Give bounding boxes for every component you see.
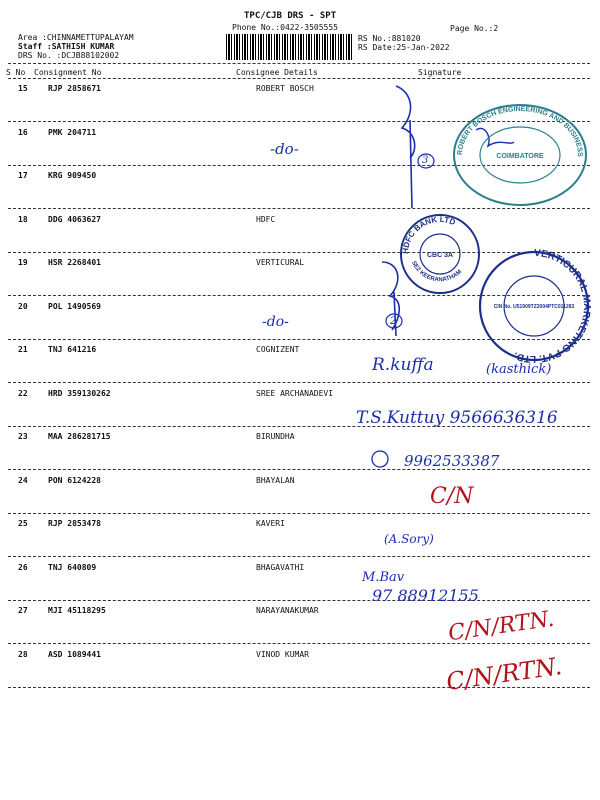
cn-rtn-mark: C/N/RTN. bbox=[446, 606, 556, 647]
signature: R.kuffa bbox=[372, 355, 434, 375]
row-consignee: ROBERT BOSCH bbox=[256, 84, 314, 93]
col-consignment: Consignment No bbox=[34, 68, 102, 77]
row-sno: 17 bbox=[18, 171, 28, 180]
stamp-center-text: CBC 3A bbox=[426, 252, 454, 259]
cn-mark: C/N bbox=[430, 484, 474, 509]
row-sno: 21 bbox=[18, 345, 28, 354]
row-consignee: BHAGAVATHI bbox=[256, 563, 305, 572]
cn-rtn-mark: C/N/RTN. bbox=[444, 652, 564, 696]
row-sno: 18 bbox=[18, 215, 28, 224]
stamp-text: ROBERT BOSCH ENGINEERING AND BUSINESS SOLUTIONS LIMITED bbox=[447, 95, 584, 157]
drs-number: DRS No. :DCJB88102002 bbox=[18, 51, 120, 60]
stamp-bottom-text: SEZ KEERANATHAM bbox=[410, 260, 464, 284]
ditto-mark: -do- bbox=[270, 140, 299, 158]
row-consignment: MJI 45118295 bbox=[48, 606, 106, 615]
row-consignment: RJP 2858671 bbox=[48, 84, 101, 93]
col-sno: S No bbox=[6, 68, 26, 77]
rs-number: RS No.:881020 bbox=[358, 34, 421, 43]
robert-bosch-stamp bbox=[447, 95, 590, 210]
row-consignment: DDG 4063627 bbox=[48, 215, 101, 224]
row-sno: 19 bbox=[18, 258, 28, 267]
row-consignment: PON 6124228 bbox=[48, 476, 101, 485]
row-consignment: RJP 2853478 bbox=[48, 519, 101, 528]
row-sno: 28 bbox=[18, 650, 28, 659]
row-consignment: HSR 2268401 bbox=[48, 258, 101, 267]
row-consignment: TNJ 641216 bbox=[48, 345, 97, 354]
signature-phone: T.S.Kuttuy 9566636316 bbox=[356, 408, 558, 428]
row-consignee: BHAYALAN bbox=[256, 476, 295, 485]
row-sno: 20 bbox=[18, 302, 28, 311]
row-consignment: ASD 1089441 bbox=[48, 650, 101, 659]
row-sno: 27 bbox=[18, 606, 28, 615]
row-sno: 25 bbox=[18, 519, 28, 528]
row-consignee: KAVERI bbox=[256, 519, 285, 528]
row-consignee: VERTICURAL bbox=[256, 258, 305, 267]
document-title: TPC/CJB DRS - SPT bbox=[244, 11, 337, 21]
handwritten-number: 3 bbox=[422, 155, 429, 166]
row-sno: 26 bbox=[18, 563, 28, 572]
row-consignment: HRD 359130262 bbox=[48, 389, 111, 398]
stamp-text: VERTICURAL MARKETING PVT. LTD. bbox=[512, 247, 593, 365]
verticural-stamp bbox=[476, 248, 592, 364]
stamp-text: HDFC BANK LTD bbox=[400, 214, 457, 255]
row-consignment: TNJ 640809 bbox=[48, 563, 97, 572]
phone-number: Phone No.:0422-3505555 bbox=[232, 23, 338, 32]
signature: (kasthick) bbox=[486, 362, 552, 377]
page-number: Page No.:2 bbox=[450, 24, 499, 33]
signature: (A.Sory) bbox=[384, 532, 434, 546]
area-label: Area :CHINNAMETTUPALAYAM bbox=[18, 33, 134, 42]
row-sno: 24 bbox=[18, 476, 28, 485]
ditto-mark: -do- bbox=[262, 314, 289, 330]
row-consignee: COGNIZENT bbox=[256, 345, 300, 354]
row-sno: 23 bbox=[18, 432, 28, 441]
row-consignee: SREE ARCHANADEVI bbox=[256, 389, 334, 398]
stamp-center-text: COIMBATORE bbox=[496, 153, 544, 160]
row-consignment: POL 1490569 bbox=[48, 302, 101, 311]
row-consignee: BIRUNDHA bbox=[256, 432, 295, 441]
stamp-center-text: CIN No. U51909TZ2004PTC011283 bbox=[493, 304, 575, 310]
signature: M.Bav bbox=[362, 570, 405, 585]
row-sno: 22 bbox=[18, 389, 28, 398]
rs-date: RS Date:25-Jan-2022 bbox=[358, 43, 450, 52]
row-consignment: PMK 204711 bbox=[48, 128, 97, 137]
row-consignment: MAA 286281715 bbox=[48, 432, 111, 441]
row-consignee: NARAYANAKUMAR bbox=[256, 606, 319, 615]
col-consignee: Consignee Details bbox=[236, 68, 318, 77]
col-signature: Signature bbox=[418, 68, 462, 77]
phone-number-handwritten: 97 88912155 bbox=[372, 586, 479, 605]
row-consignee: HDFC bbox=[256, 215, 276, 224]
handwritten-number: 2 bbox=[390, 316, 397, 327]
row-sno: 15 bbox=[18, 84, 28, 93]
row-consignee: VINOD KUMAR bbox=[256, 650, 309, 659]
staff-label: Staff :SATHISH KUMAR bbox=[18, 42, 115, 51]
phone-number-handwritten: 9962533387 bbox=[404, 452, 500, 470]
hdfc-bank-stamp bbox=[398, 212, 482, 296]
row-sno: 16 bbox=[18, 128, 28, 137]
row-consignment: KRG 909450 bbox=[48, 171, 97, 180]
